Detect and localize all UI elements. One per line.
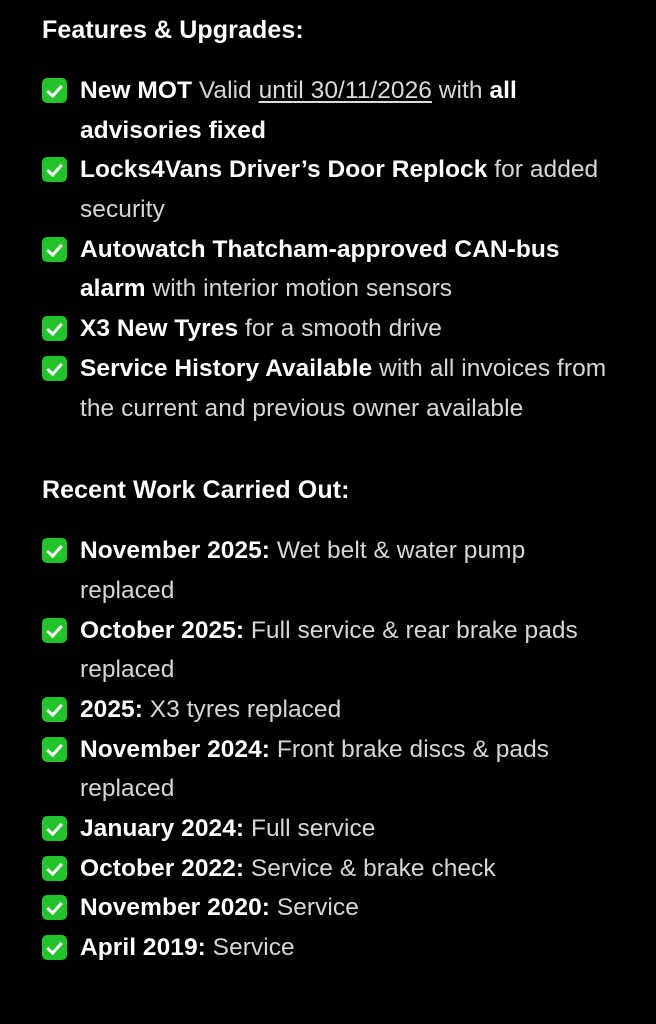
section-heading-features: Features & Upgrades: xyxy=(42,16,304,44)
list-item xyxy=(42,71,616,150)
list-item-text: X3 tyres replaced xyxy=(142,695,342,723)
list-item xyxy=(42,349,616,428)
green-check-icon xyxy=(42,895,67,920)
list-item-text: with all invoices from the current and previous owner available xyxy=(80,354,607,422)
list-item-text: Service History Available xyxy=(80,354,373,382)
spacer xyxy=(42,49,616,71)
green-check-icon xyxy=(42,237,67,262)
spacer xyxy=(42,509,616,531)
green-check-icon xyxy=(42,935,67,960)
green-check-icon xyxy=(42,697,67,722)
list-item-text: January 2024: xyxy=(80,815,245,842)
list-item xyxy=(42,888,616,928)
list-item xyxy=(42,849,616,889)
list-item-text: Valid xyxy=(191,77,259,104)
list-item xyxy=(42,531,616,610)
list-item-text: November 2020: xyxy=(80,894,270,922)
list-item-text: Wet belt & water pump replaced xyxy=(80,537,526,604)
list-item xyxy=(42,730,616,809)
list-item-text: October 2022: xyxy=(80,854,245,882)
green-check-icon xyxy=(42,157,67,182)
list-item-text: until 30/11/2026 xyxy=(258,77,432,104)
list-item xyxy=(42,809,616,849)
recent-work-list xyxy=(42,531,616,968)
list-item-text: Full service xyxy=(244,815,376,842)
list-item-text: for added security xyxy=(80,156,599,224)
list-item-text: 2025: xyxy=(80,695,143,723)
section-heading-recent-work: Recent Work Carried Out: xyxy=(42,476,350,505)
spacer xyxy=(42,428,616,466)
green-check-icon xyxy=(42,78,67,103)
list-item-text: October 2025: xyxy=(80,616,245,644)
list-item-text: New MOT xyxy=(80,77,192,104)
list-item-text: November 2024: xyxy=(80,735,270,763)
list-item xyxy=(42,928,616,968)
list-item-text: X3 New Tyres xyxy=(80,315,239,343)
green-check-icon xyxy=(42,816,67,841)
green-check-icon xyxy=(42,316,67,341)
list-item-text: with interior motion sensors xyxy=(145,275,453,303)
list-item-text: Service & brake check xyxy=(244,854,496,882)
list-item xyxy=(42,150,616,229)
list-item xyxy=(42,690,616,730)
list-item-text: Locks4Vans Driver’s Door Replock xyxy=(80,156,488,184)
list-item-text: Service xyxy=(205,934,295,962)
list-item-text: Service xyxy=(270,894,359,922)
green-check-icon xyxy=(42,737,67,762)
list-item xyxy=(42,309,616,349)
list-item xyxy=(42,230,616,309)
list-item-text: with xyxy=(431,77,490,104)
list-item xyxy=(42,611,616,690)
list-item-text: all advisories fixed xyxy=(80,77,517,144)
green-check-icon xyxy=(42,856,67,881)
green-check-icon xyxy=(42,538,67,563)
green-check-icon xyxy=(42,618,67,643)
list-item-text: April 2019: xyxy=(80,934,206,962)
features-list xyxy=(42,71,616,428)
list-item-text: November 2025: xyxy=(80,537,270,565)
list-item-text: Front brake discs & pads replaced xyxy=(80,735,550,803)
list-item-text: Full service & rear brake pads replaced xyxy=(80,616,578,684)
list-item-text: Autowatch Thatcham-approved CAN-bus alarm xyxy=(80,235,560,303)
green-check-icon xyxy=(42,356,67,381)
list-item-text: for a smooth drive xyxy=(238,315,442,343)
